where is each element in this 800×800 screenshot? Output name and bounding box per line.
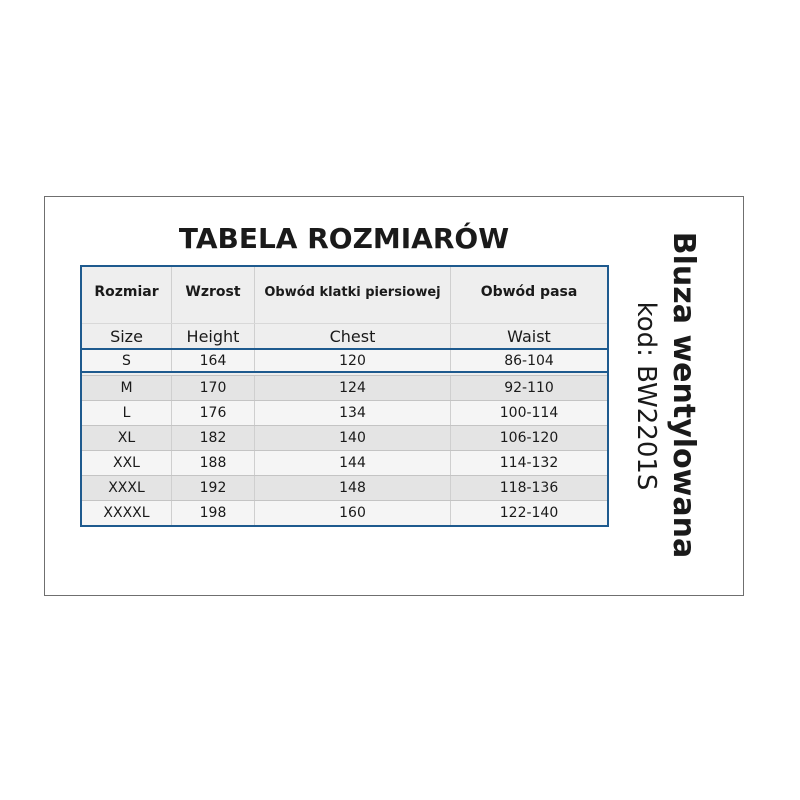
table-row-xxl bbox=[82, 450, 607, 475]
product-name: Bluza wentylowana bbox=[666, 231, 701, 559]
cell-size: XL bbox=[82, 426, 172, 450]
cell-height: 164 bbox=[172, 350, 255, 371]
cell-waist: 122-140 bbox=[499, 505, 559, 521]
cell-height: 192 bbox=[172, 476, 255, 500]
header-height-pl: Wzrost bbox=[172, 267, 255, 323]
cell-size: M bbox=[82, 376, 172, 400]
cell-waist: 100-114 bbox=[499, 405, 559, 421]
header-size-en: Size bbox=[82, 324, 172, 348]
cell-waist: 92-110 bbox=[504, 380, 554, 396]
cell-size: L bbox=[82, 401, 172, 425]
cell-height: 182 bbox=[172, 426, 255, 450]
cell-height: 170 bbox=[172, 376, 255, 400]
cell-chest: 160 bbox=[255, 501, 451, 525]
header-chest-en: Chest bbox=[255, 324, 451, 348]
cell-chest: 148 bbox=[255, 476, 451, 500]
header-height-en: Height bbox=[172, 324, 255, 348]
cell-size: XXXL bbox=[82, 476, 172, 500]
table-header-row bbox=[82, 267, 607, 323]
table-row-xl bbox=[82, 425, 607, 450]
table-subheader-row bbox=[82, 323, 607, 348]
cell-size: XXL bbox=[82, 451, 172, 475]
chart-title: TABELA ROZMIARÓW bbox=[178, 222, 510, 255]
cell-chest: 144 bbox=[255, 451, 451, 475]
cell-size: S bbox=[82, 350, 172, 371]
table-row-m bbox=[82, 375, 607, 400]
cell-chest: 124 bbox=[255, 376, 451, 400]
cell-chest: 134 bbox=[255, 401, 451, 425]
cell-size: XXXXL bbox=[82, 501, 172, 525]
header-waist-pl: Obwód pasa bbox=[480, 284, 578, 300]
table-row-l bbox=[82, 400, 607, 425]
size-table bbox=[80, 265, 609, 527]
cell-height: 188 bbox=[172, 451, 255, 475]
table-row-s bbox=[80, 348, 609, 373]
cell-chest: 140 bbox=[255, 426, 451, 450]
cell-chest: 120 bbox=[255, 350, 451, 371]
table-row-xxxxl bbox=[82, 500, 607, 525]
header-chest-pl: Obwód klatki piersiowej bbox=[255, 267, 451, 323]
header-size-pl: Rozmiar bbox=[82, 267, 172, 323]
cell-waist: 106-120 bbox=[499, 430, 559, 446]
cell-waist: 118-136 bbox=[499, 480, 559, 496]
cell-waist: 114-132 bbox=[499, 455, 559, 471]
cell-height: 176 bbox=[172, 401, 255, 425]
cell-waist: 86-104 bbox=[504, 352, 554, 369]
product-code: kod: BW2201S bbox=[631, 301, 661, 491]
table-row-xxxl bbox=[82, 475, 607, 500]
header-waist-en: Waist bbox=[507, 326, 551, 346]
cell-height: 198 bbox=[172, 501, 255, 525]
